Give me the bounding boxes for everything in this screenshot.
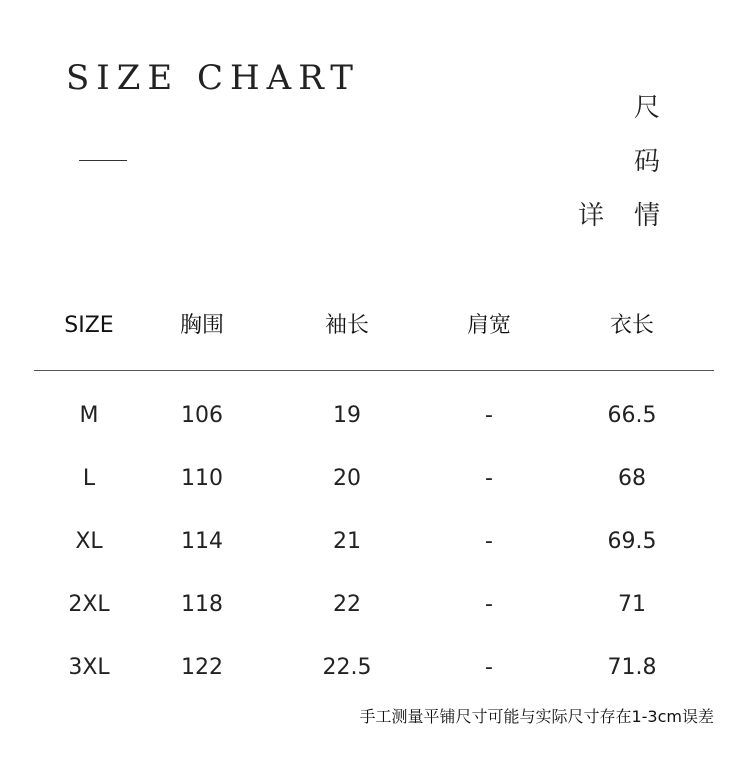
column-header-length: 衣长: [609, 313, 654, 338]
cell-sleeve: 22: [333, 592, 361, 617]
cell-chest: 110: [181, 466, 223, 491]
table-row: [0, 648, 750, 688]
cell-size: XL: [75, 529, 103, 554]
cell-shoulder: -: [485, 403, 493, 428]
cell-length: 68: [618, 466, 646, 491]
cell-chest: 114: [181, 529, 223, 554]
column-header-size: SIZE: [64, 313, 114, 338]
measurement-note: 手工测量平铺尺寸可能与实际尺寸存在1-3cm误差: [359, 707, 714, 726]
table-row: [0, 459, 750, 499]
cell-sleeve: 19: [333, 403, 361, 428]
subtitle-char-chi: 尺: [634, 93, 661, 123]
cell-size: 3XL: [68, 655, 110, 680]
cell-chest: 106: [181, 403, 223, 428]
subtitle-char-xiang: 详: [578, 201, 605, 231]
cell-length: 69.5: [607, 529, 657, 554]
table-row: [0, 396, 750, 436]
header-divider: [34, 370, 714, 371]
cell-sleeve: 22.5: [322, 655, 372, 680]
column-header-sleeve: 袖长: [324, 313, 369, 338]
subtitle-char-qing: 情: [634, 201, 661, 231]
title-divider: [79, 160, 127, 161]
cell-chest: 118: [181, 592, 223, 617]
cell-size: 2XL: [68, 592, 110, 617]
table-row: [0, 522, 750, 562]
cell-sleeve: 21: [333, 529, 361, 554]
table-header: [0, 306, 750, 346]
cell-length: 66.5: [607, 403, 657, 428]
cell-shoulder: -: [485, 592, 493, 617]
page-title: SIZE CHART: [66, 58, 360, 98]
column-header-shoulder: 肩宽: [466, 313, 511, 338]
cell-shoulder: -: [485, 655, 493, 680]
subtitle-char-ma: 码: [634, 147, 661, 177]
column-header-chest: 胸围: [179, 313, 224, 338]
cell-chest: 122: [181, 655, 223, 680]
cell-size: L: [82, 466, 96, 491]
table-row: [0, 585, 750, 625]
cell-sleeve: 20: [333, 466, 361, 491]
cell-size: M: [79, 403, 99, 428]
cell-shoulder: -: [485, 466, 493, 491]
cell-shoulder: -: [485, 529, 493, 554]
cell-length: 71.8: [607, 655, 657, 680]
cell-length: 71: [618, 592, 646, 617]
